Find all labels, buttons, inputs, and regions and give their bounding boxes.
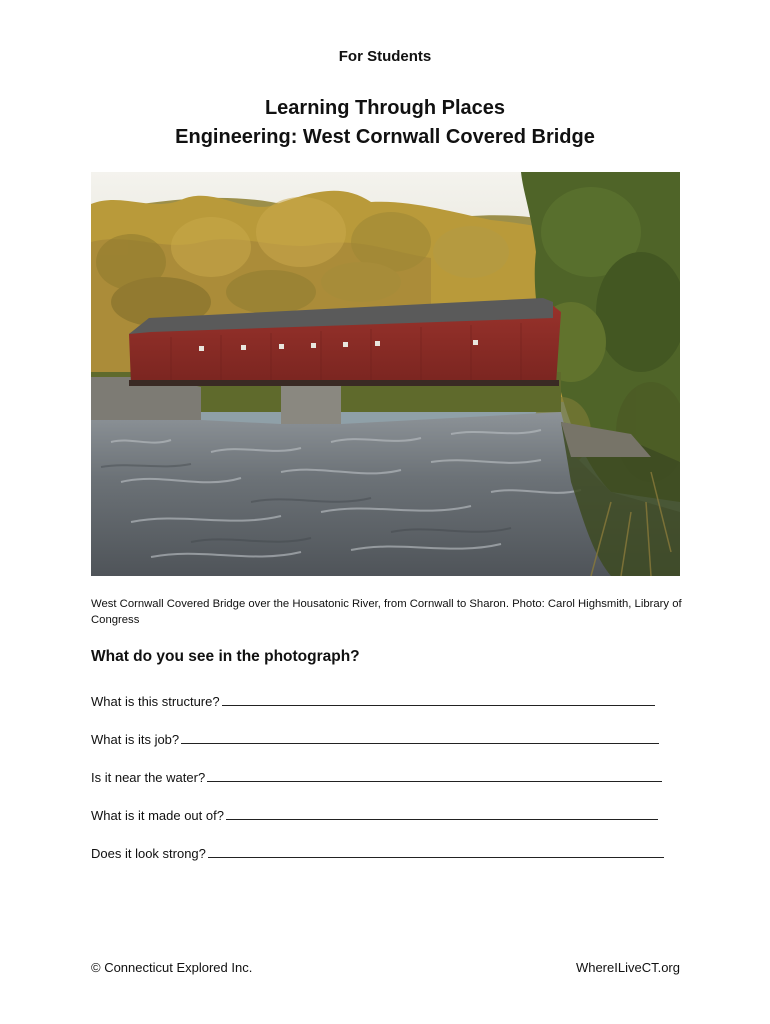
bridge-photograph xyxy=(91,172,680,576)
copyright-notice: © Connecticut Explored Inc. xyxy=(91,960,253,975)
question-row xyxy=(91,803,658,823)
answer-field[interactable] xyxy=(226,805,658,820)
answer-field[interactable] xyxy=(181,729,659,744)
audience-label: For Students xyxy=(338,48,432,65)
answer-field[interactable] xyxy=(207,767,662,782)
website-link[interactable]: WhereILiveCT.org xyxy=(575,960,680,975)
question-label: Does it look strong? xyxy=(91,846,206,861)
photo-caption: West Cornwall Covered Bridge over the Housatonic River, from Cornwall to Sharon. Photo: Carol Highsmith, Library of Congress xyxy=(91,598,682,626)
question-row xyxy=(91,727,659,747)
page-subtitle: Engineering: West Cornwall Covered Bridge xyxy=(175,126,595,148)
question-label: Is it near the water? xyxy=(91,770,206,785)
answer-field[interactable] xyxy=(222,691,655,706)
question-label: What is it made out of? xyxy=(91,808,224,823)
question-row xyxy=(91,765,662,785)
question-label: What is its job? xyxy=(91,732,180,747)
question-label: What is this structure? xyxy=(91,694,220,709)
question-row xyxy=(91,841,664,861)
page-title: Learning Through Places xyxy=(264,97,506,119)
question-row xyxy=(91,689,655,709)
answer-field[interactable] xyxy=(208,843,664,858)
questions-heading: What do you see in the photograph? xyxy=(91,648,360,665)
